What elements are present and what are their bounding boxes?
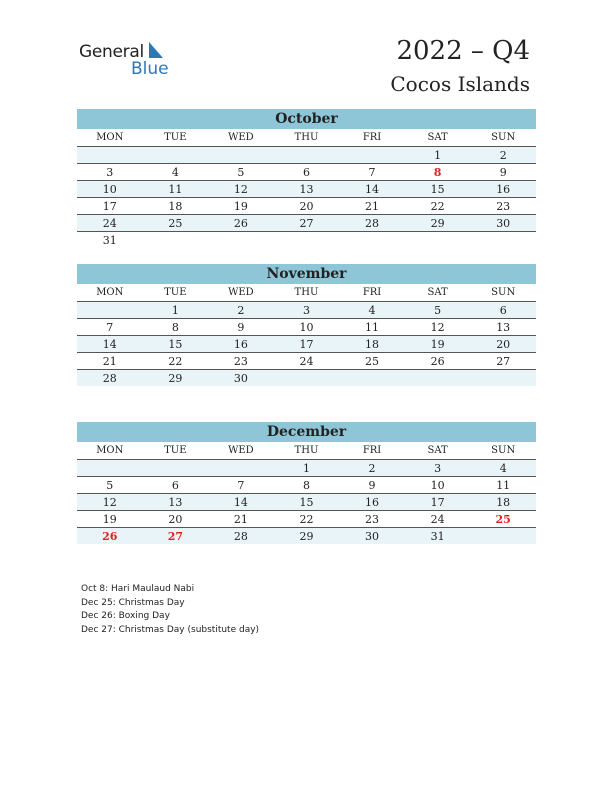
day-cell: 23 — [470, 198, 536, 215]
day-cell: 3 — [274, 302, 340, 319]
week-row — [77, 477, 536, 494]
week-row — [77, 494, 536, 511]
day-cell: 5 — [405, 302, 471, 319]
weekday-header-row — [77, 129, 536, 147]
day-cell: 13 — [470, 319, 536, 336]
day-cell: 29 — [274, 528, 340, 545]
day-cell: 21 — [208, 511, 274, 528]
day-cell: 31 — [405, 528, 471, 545]
week-row — [77, 319, 536, 336]
day-cell: 9 — [470, 164, 536, 181]
day-cell: 8 — [274, 477, 340, 494]
weekday-label: MON — [77, 442, 143, 460]
day-cell: 25 — [339, 353, 405, 370]
week-row — [77, 336, 536, 353]
day-cell: 6 — [470, 302, 536, 319]
day-cell: 11 — [470, 477, 536, 494]
day-cell: 2 — [470, 147, 536, 164]
weekday-label: THU — [274, 284, 340, 302]
day-cell: 10 — [77, 181, 143, 198]
holiday-notes — [81, 583, 259, 637]
day-cell: 20 — [143, 511, 209, 528]
day-cell: 4 — [470, 460, 536, 477]
day-cell: 8 — [405, 164, 471, 181]
day-cell: 17 — [274, 336, 340, 353]
month-table — [77, 129, 536, 248]
day-cell — [143, 232, 209, 249]
day-cell: 11 — [143, 181, 209, 198]
day-cell: 2 — [208, 302, 274, 319]
day-cell: 1 — [143, 302, 209, 319]
day-cell: 22 — [274, 511, 340, 528]
day-cell: 28 — [208, 528, 274, 545]
day-cell: 7 — [339, 164, 405, 181]
day-cell — [143, 460, 209, 477]
day-cell — [208, 147, 274, 164]
day-cell: 5 — [77, 477, 143, 494]
month-october — [77, 109, 536, 248]
day-cell: 19 — [405, 336, 471, 353]
day-cell: 18 — [470, 494, 536, 511]
month-table — [77, 442, 536, 544]
day-cell: 27 — [470, 353, 536, 370]
day-cell — [339, 370, 405, 387]
day-cell — [470, 528, 536, 545]
day-cell — [143, 147, 209, 164]
day-cell: 15 — [274, 494, 340, 511]
week-row — [77, 164, 536, 181]
week-row — [77, 147, 536, 164]
day-cell: 14 — [208, 494, 274, 511]
day-cell: 30 — [208, 370, 274, 387]
day-cell: 4 — [143, 164, 209, 181]
weekday-label: TUE — [143, 284, 209, 302]
month-december — [77, 422, 536, 544]
day-cell — [470, 232, 536, 249]
day-cell: 11 — [339, 319, 405, 336]
day-cell — [339, 147, 405, 164]
holiday-note: Dec 25: Christmas Day — [81, 597, 185, 608]
weekday-label: SAT — [405, 129, 471, 147]
day-cell — [405, 232, 471, 249]
day-cell: 6 — [274, 164, 340, 181]
day-cell: 12 — [208, 181, 274, 198]
weekday-label: THU — [274, 129, 340, 147]
day-cell: 13 — [274, 181, 340, 198]
brand-logo — [79, 40, 179, 80]
day-cell: 9 — [339, 477, 405, 494]
day-cell: 15 — [405, 181, 471, 198]
day-cell: 25 — [143, 215, 209, 232]
day-cell: 4 — [339, 302, 405, 319]
day-cell: 24 — [405, 511, 471, 528]
week-row — [77, 302, 536, 319]
weekday-label: FRI — [339, 129, 405, 147]
day-cell — [274, 370, 340, 387]
page-subtitle: Cocos Islands — [390, 72, 530, 96]
weekday-label: TUE — [143, 129, 209, 147]
day-cell — [208, 460, 274, 477]
day-cell: 13 — [143, 494, 209, 511]
day-cell: 12 — [405, 319, 471, 336]
day-cell: 27 — [274, 215, 340, 232]
day-cell: 31 — [102, 233, 117, 247]
day-cell — [274, 147, 340, 164]
day-cell: 25 — [470, 511, 536, 528]
week-row — [77, 460, 536, 477]
week-row — [77, 370, 536, 387]
weekday-label: FRI — [339, 442, 405, 460]
day-cell — [339, 232, 405, 249]
day-cell: 21 — [77, 353, 143, 370]
day-cell — [405, 370, 471, 387]
day-cell: 3 — [77, 164, 143, 181]
month-header: October — [77, 109, 536, 129]
day-cell — [77, 302, 143, 319]
day-cell — [470, 370, 536, 387]
weekday-label: SUN — [470, 129, 536, 147]
month-table — [77, 284, 536, 386]
week-row — [77, 215, 536, 232]
day-cell: 6 — [143, 477, 209, 494]
holiday-note: Dec 26: Boxing Day — [81, 611, 170, 621]
weekday-label: MON — [77, 129, 143, 147]
day-cell: 24 — [77, 215, 143, 232]
day-cell: 16 — [339, 494, 405, 511]
weekday-label: SUN — [470, 284, 536, 302]
day-cell: 29 — [405, 215, 471, 232]
day-cell: 26 — [405, 353, 471, 370]
brand-triangle-icon — [145, 42, 165, 60]
day-cell: 7 — [77, 319, 143, 336]
day-cell — [77, 147, 143, 164]
day-cell: 9 — [208, 319, 274, 336]
week-row — [77, 511, 536, 528]
day-cell: 16 — [470, 181, 536, 198]
day-cell: 30 — [339, 528, 405, 545]
day-cell: 20 — [274, 198, 340, 215]
day-cell: 16 — [208, 336, 274, 353]
month-november — [77, 264, 536, 386]
day-cell: 19 — [208, 198, 274, 215]
weekday-label: WED — [208, 442, 274, 460]
weekday-label: SAT — [405, 284, 471, 302]
weekday-label: MON — [77, 284, 143, 302]
day-cell: 23 — [339, 511, 405, 528]
day-cell: 30 — [470, 215, 536, 232]
holiday-note: Oct 8: Hari Maulaud Nabi — [81, 584, 195, 594]
weekday-label: WED — [208, 129, 274, 147]
day-cell: 17 — [405, 494, 471, 511]
day-cell: 5 — [208, 164, 274, 181]
week-row — [77, 528, 536, 545]
day-cell — [274, 232, 340, 249]
day-cell: 21 — [339, 198, 405, 215]
month-header: November — [77, 264, 536, 284]
weekday-label: WED — [208, 284, 274, 302]
day-cell — [77, 460, 143, 477]
weekday-label: SAT — [405, 442, 471, 460]
week-row — [77, 181, 536, 198]
weekday-label: SUN — [470, 442, 536, 460]
week-row — [77, 198, 536, 215]
day-cell: 19 — [77, 511, 143, 528]
day-cell: 12 — [77, 494, 143, 511]
week-row — [77, 353, 536, 370]
weekday-label: FRI — [339, 284, 405, 302]
day-cell: 26 — [208, 215, 274, 232]
day-cell: 14 — [339, 181, 405, 198]
day-cell: 14 — [77, 336, 143, 353]
day-cell: 20 — [470, 336, 536, 353]
day-cell: 1 — [405, 147, 471, 164]
day-cell: 3 — [405, 460, 471, 477]
day-cell: 22 — [143, 353, 209, 370]
day-cell: 26 — [77, 528, 143, 545]
weekday-header-row — [77, 442, 536, 460]
day-cell: 18 — [339, 336, 405, 353]
brand-name-general: General — [79, 42, 144, 62]
day-cell: 28 — [77, 370, 143, 387]
month-header: December — [77, 422, 536, 442]
holiday-note: Dec 27: Christmas Day (substitute day) — [81, 624, 260, 635]
day-cell: 7 — [208, 477, 274, 494]
day-cell: 10 — [405, 477, 471, 494]
weekday-header-row — [77, 284, 536, 302]
day-cell: 27 — [143, 528, 209, 545]
day-cell: 2 — [339, 460, 405, 477]
weekday-label: TUE — [143, 442, 209, 460]
day-cell — [208, 232, 274, 249]
day-cell: 1 — [274, 460, 340, 477]
day-cell: 15 — [143, 336, 209, 353]
day-cell: 24 — [274, 353, 340, 370]
week-row — [77, 232, 536, 249]
day-cell: 23 — [208, 353, 274, 370]
brand-name-blue: Blue — [131, 59, 169, 79]
weekday-label: THU — [274, 442, 340, 460]
day-cell: 18 — [143, 198, 209, 215]
day-cell: 8 — [143, 319, 209, 336]
day-cell: 17 — [77, 198, 143, 215]
day-cell: 29 — [143, 370, 209, 387]
day-cell: 10 — [274, 319, 340, 336]
page-title: 2022 – Q4 — [396, 36, 530, 66]
day-cell: 28 — [339, 215, 405, 232]
day-cell: 22 — [405, 198, 471, 215]
